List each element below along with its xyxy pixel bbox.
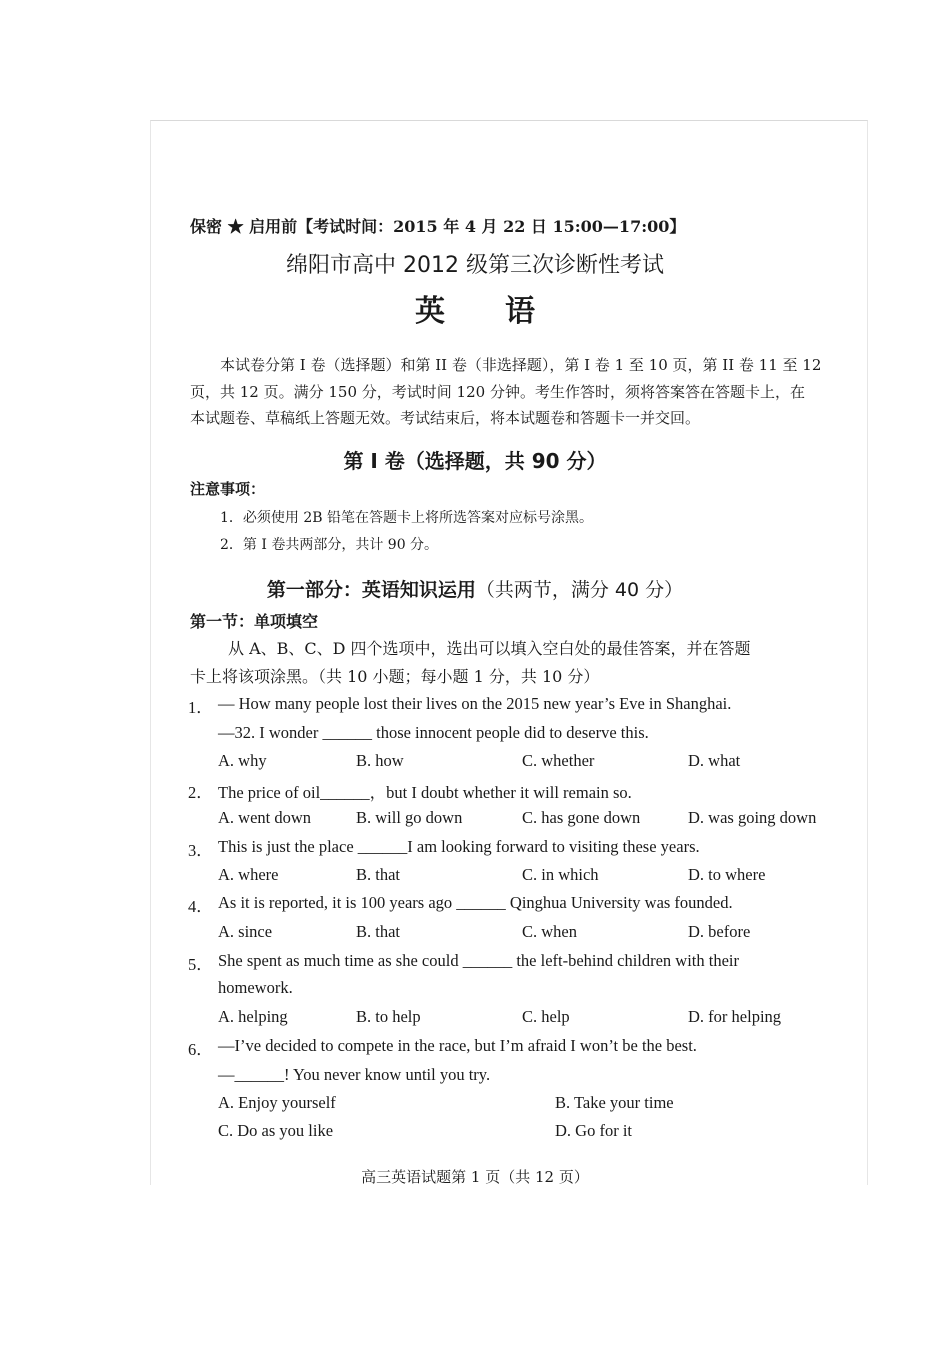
intro-line: 页，共 12 页。满分 150 分，考试时间 120 分钟。考生作答时，须将答案答在答题卡上，在 bbox=[190, 383, 805, 401]
question-text: This is just the place ______I am looking forward to visiting these years. bbox=[218, 837, 700, 856]
option-a: A. since bbox=[218, 922, 273, 941]
note-item: 2．第 I 卷共两部分，共计 90 分。 bbox=[220, 537, 439, 553]
notes-title: 注意事项： bbox=[190, 480, 266, 498]
option-c: C. when bbox=[522, 922, 577, 941]
question-text: She spent as much time as she could ______ the left-behind children with their bbox=[218, 951, 740, 970]
option-c: C. help bbox=[522, 1007, 570, 1026]
question-text: — How many people lost their lives on the 2015 new year’s Eve in Shanghai. bbox=[218, 694, 732, 713]
instruction-line: 卡上将该项涂黑。（共 10 小题；每小题 1 分，共 10 分） bbox=[190, 667, 600, 686]
part-title-bold: 第一部分：英语知识运用 bbox=[266, 579, 476, 601]
question-number: 3． bbox=[188, 841, 213, 860]
option-d: D. was going down bbox=[688, 808, 817, 827]
question-text: —I’ve decided to compete in the race, but I’m afraid I won’t be the best. bbox=[218, 1036, 697, 1055]
question-text: —______! You never know until you try. bbox=[218, 1065, 491, 1084]
question-text: —32. I wonder ______ those innocent people did to deserve this. bbox=[218, 723, 649, 742]
option-b: B. that bbox=[356, 865, 400, 884]
question-number: 2． bbox=[188, 783, 213, 802]
option-b: B. Take your time bbox=[555, 1093, 674, 1112]
option-a: A. helping bbox=[218, 1007, 288, 1026]
note-item: 1．必须使用 2B 铅笔在答题卡上将所选答案对应标号涂黑。 bbox=[220, 510, 594, 526]
option-d: D. for helping bbox=[688, 1007, 782, 1026]
section-title: 第一节：单项填空 bbox=[190, 612, 319, 631]
question-number: 6． bbox=[188, 1040, 213, 1059]
exam-title: 绵阳市高中 2012 级第三次诊断性考试 bbox=[286, 253, 664, 278]
option-b: B. to help bbox=[356, 1007, 421, 1026]
option-c: C. Do as you like bbox=[218, 1121, 334, 1140]
subject-title: 英语 bbox=[415, 294, 595, 329]
question-number: 5． bbox=[188, 955, 213, 974]
intro-line: 本试题卷、草稿纸上答题无效。考试结束后，将本试题卷和答题卡一并交回。 bbox=[190, 409, 701, 427]
part-title bbox=[0, 575, 950, 602]
question-number: 1． bbox=[188, 698, 213, 717]
part-title-rest: （共两节，满分 40 分） bbox=[475, 579, 684, 601]
option-a: A. Enjoy yourself bbox=[218, 1093, 336, 1112]
intro-line: 本试卷分第 I 卷（选择题）和第 II 卷（非选择题），第 I 卷 1 至 10 页，第 II 卷 11 至 12 bbox=[220, 356, 822, 374]
option-d: D. Go for it bbox=[555, 1121, 632, 1140]
volume-title: 第 I 卷（选择题，共 90 分） bbox=[343, 449, 607, 473]
option-d: D. what bbox=[688, 751, 741, 770]
page-footer: 高三英语试题第 1 页（共 12 页） bbox=[361, 1168, 589, 1186]
question-text: As it is reported, it is 100 years ago ______ Qinghua University was founded. bbox=[218, 893, 733, 912]
question-number: 4． bbox=[188, 897, 213, 916]
option-b: B. that bbox=[356, 922, 400, 941]
option-a: A. where bbox=[218, 865, 279, 884]
option-b: B. will go down bbox=[356, 808, 463, 827]
option-a: A. why bbox=[218, 751, 267, 770]
option-c: C. in which bbox=[522, 865, 599, 884]
option-c: C. has gone down bbox=[522, 808, 641, 827]
question-text: homework. bbox=[218, 978, 293, 997]
option-b: B. how bbox=[356, 751, 404, 770]
option-d: D. before bbox=[688, 922, 751, 941]
option-a: A. went down bbox=[218, 808, 312, 827]
option-c: C. whether bbox=[522, 751, 595, 770]
confidential-header: 保密 ★ 启用前【考试时间：2015 年 4 月 22 日 15:00—17:00】 bbox=[190, 217, 686, 236]
option-d: D. to where bbox=[688, 865, 766, 884]
instruction-line: 从 A、B、C、D 四个选项中，选出可以填入空白处的最佳答案，并在答题 bbox=[228, 639, 751, 658]
question-text: The price of oil______，but I doubt whether it will remain so. bbox=[218, 783, 632, 802]
